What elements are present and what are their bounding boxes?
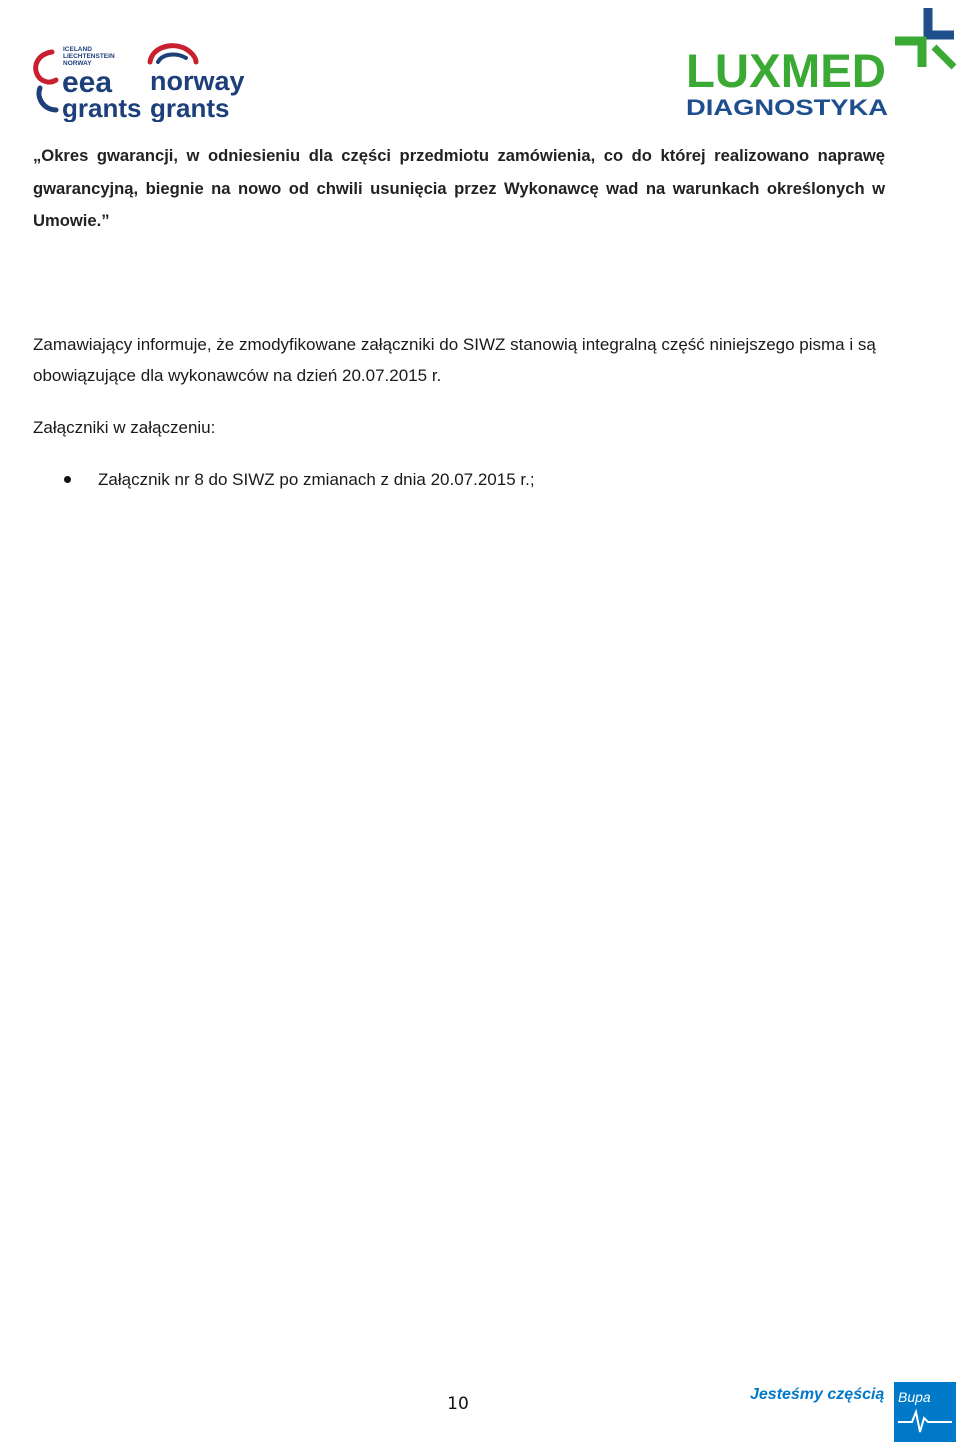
diagnostyka-word: DIAGNOSTYKA [686,95,889,120]
luxmed-cross-icon [895,8,954,67]
attachments-heading: Załączniki w załączeniu: [33,418,216,437]
eea-emblem-icon [36,52,56,110]
bupa-footer-logo [748,1378,958,1442]
eea-country-liechtenstein: LIECHTENSTEIN [63,53,115,60]
info-paragraph: Zamawiający informuje, że zmodyfikowane załączniki do SIWZ stanowią integralną część niniejszego pisma i są obowiązujące dla wykonawców na dzień 20.07.2015 r. [33,335,876,385]
luxmed-word: LUXMED [686,44,886,97]
eea-word: eea [62,66,113,99]
warranty-quote-paragraph: „Okres gwarancji, w odniesieniu dla części przedmiotu zamówienia, co do której realizowano naprawę gwarancyjną, biegnie na nowo od chwili usunięcia przez Wykonawcę wad na warunkach określonych w Umowie.” [33,146,885,230]
bupa-label: Bupa [898,1389,931,1405]
norway-emblem-icon [150,46,196,62]
norway-word: norway [150,66,245,96]
page-number: 10 [447,1394,469,1414]
norway-grants-word: grants [150,93,230,122]
list-item [64,464,884,495]
attachments-list [64,464,884,495]
eea-grants-word: grants [62,93,142,122]
eea-country-iceland: ICELAND [63,46,92,53]
slogan-text: Jesteśmy częścią [750,1386,885,1403]
attachment-label: Załącznik nr 8 do SIWZ po zmianach z dnia 20.07.2015 r.; [98,470,535,489]
luxmed-diagnostyka-logo [682,5,960,120]
eea-norway-grants-logo [30,40,262,122]
bullet-icon [64,476,71,483]
eea-country-norway: NORWAY [63,60,92,67]
